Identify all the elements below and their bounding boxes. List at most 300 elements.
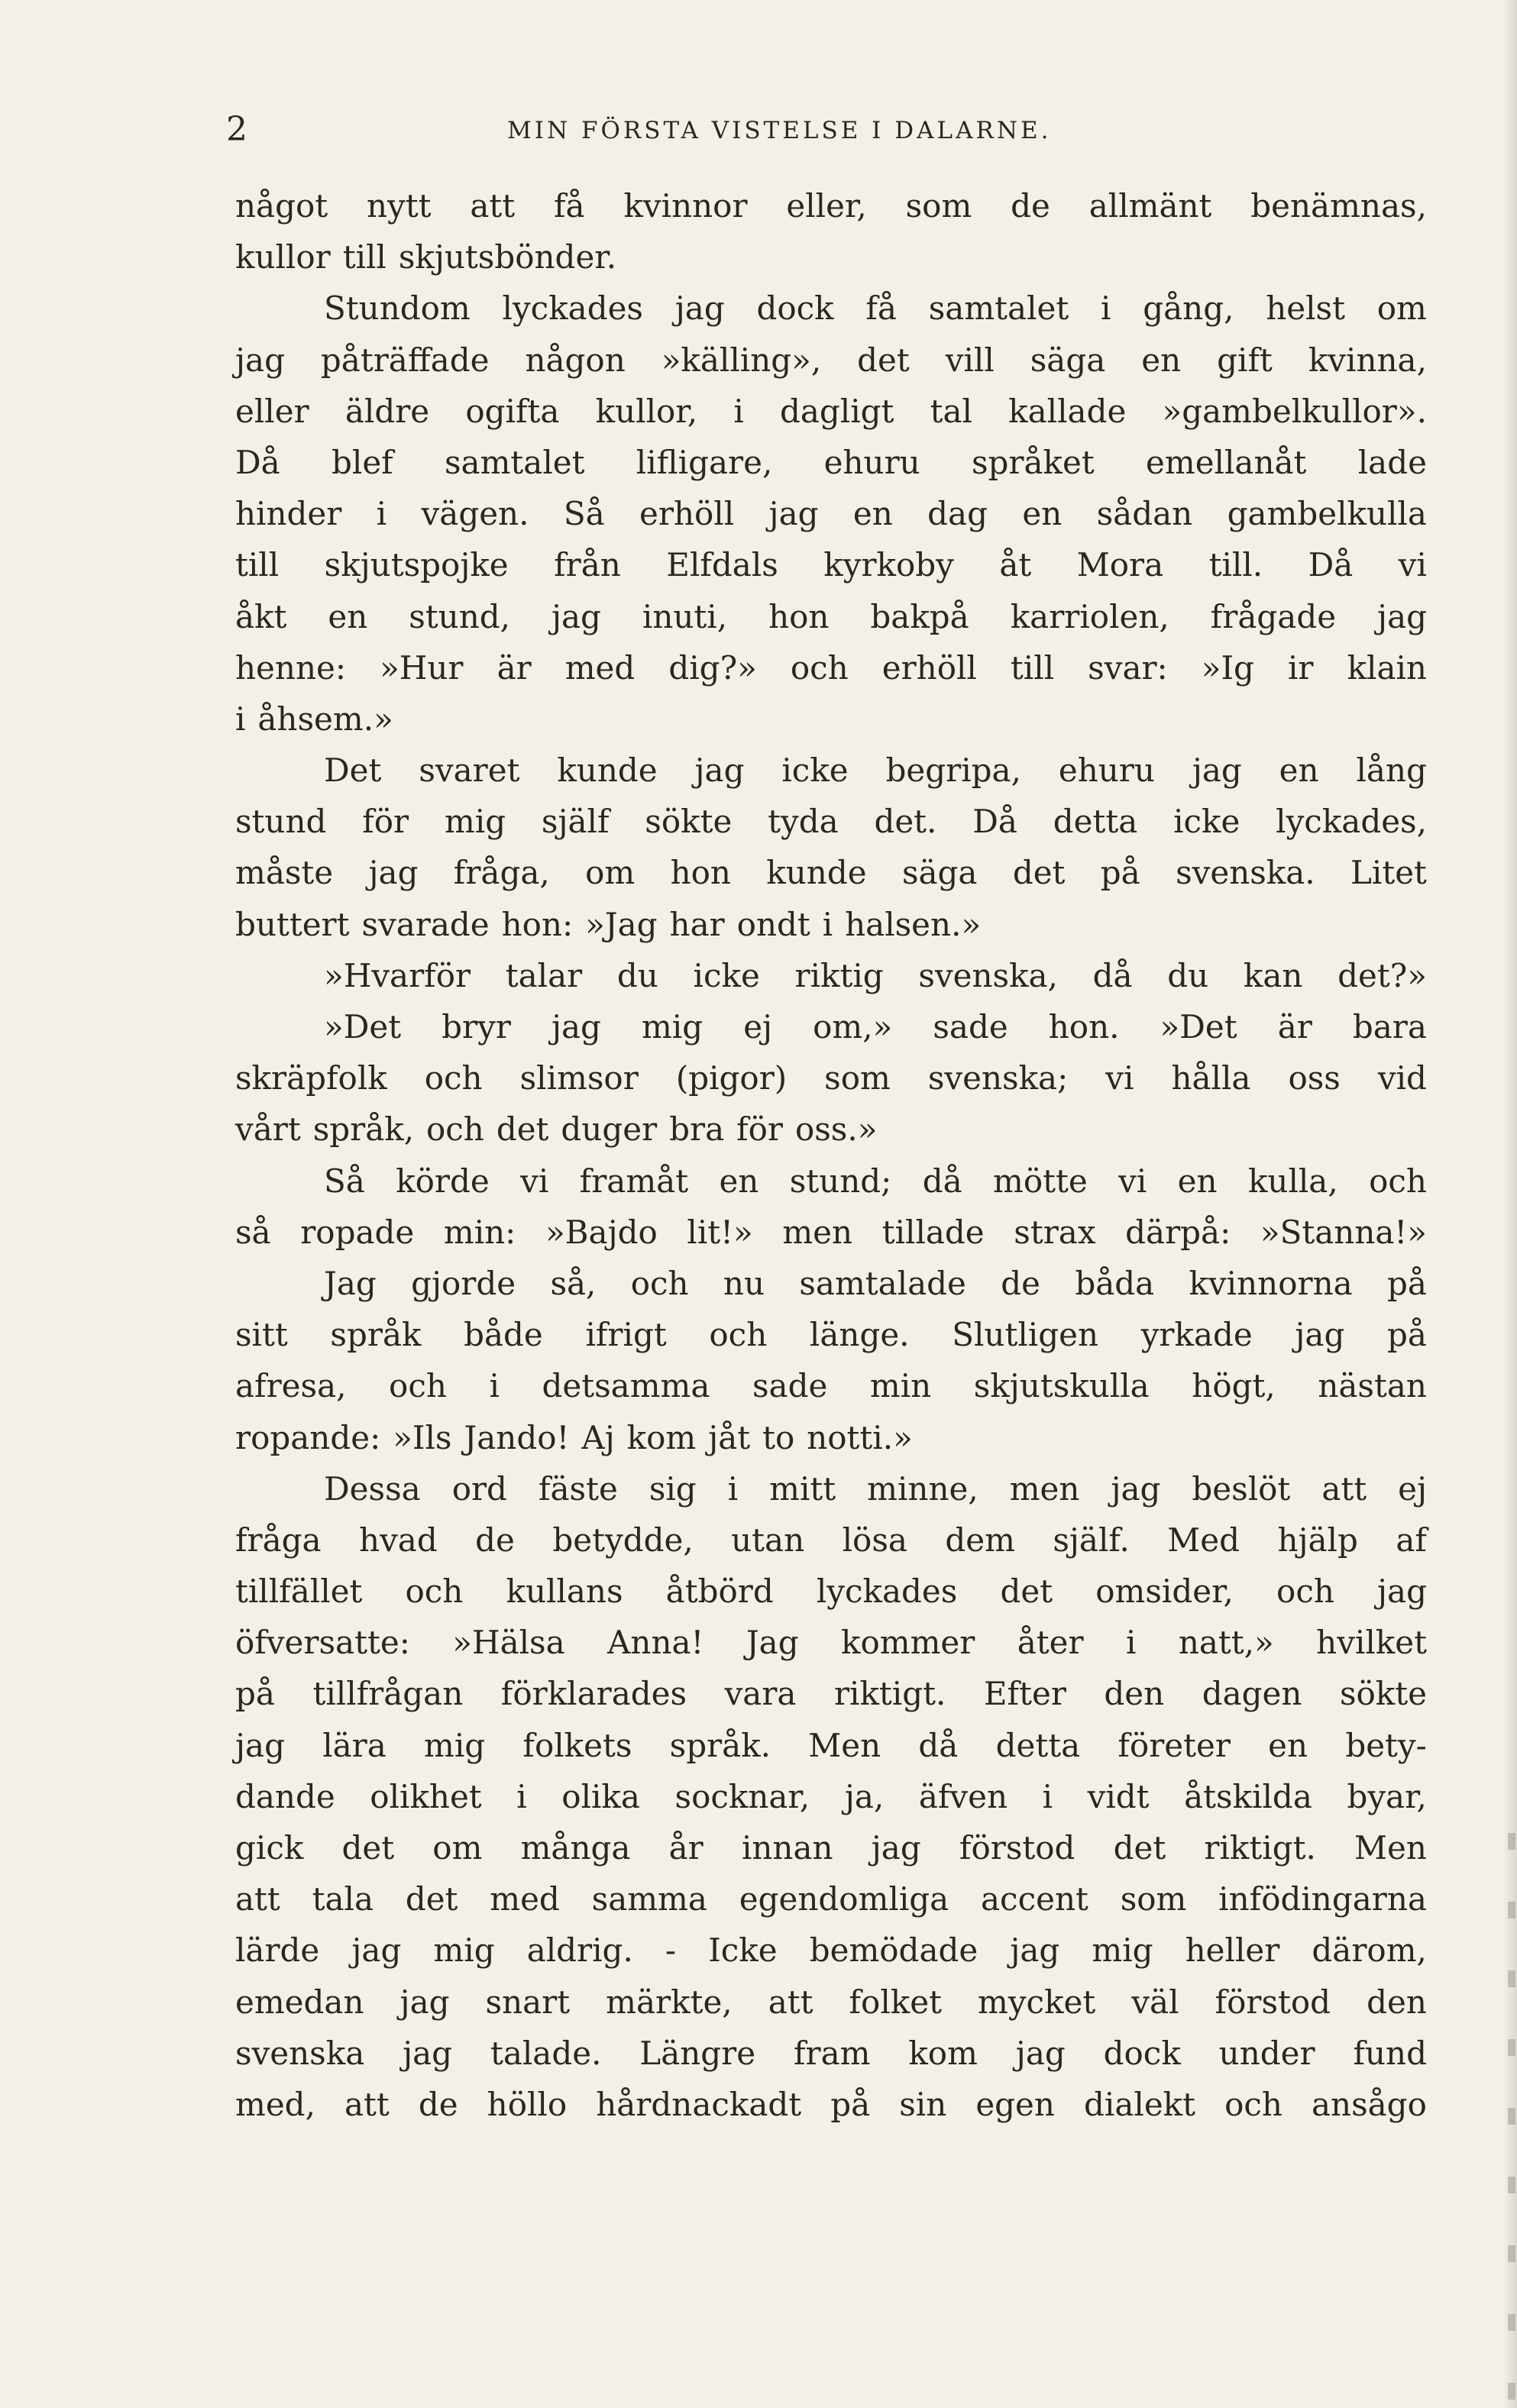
word: mitt (769, 1469, 836, 1508)
word: för (736, 1110, 783, 1149)
text-line (235, 1566, 1427, 1617)
word: dig?» (668, 648, 757, 687)
text-line (235, 1668, 1427, 1719)
word: en (852, 495, 893, 533)
word: af (1396, 1521, 1427, 1559)
word: jag (551, 597, 601, 635)
word: måste (235, 854, 334, 892)
text-line (235, 283, 1427, 334)
word: stund; (789, 1162, 892, 1200)
word: som (905, 187, 972, 225)
word: sade (933, 1008, 1008, 1046)
word: vara (724, 1675, 797, 1713)
word: kom (908, 2034, 978, 2072)
word: Med (1167, 1521, 1240, 1559)
word: buttert (235, 905, 350, 943)
word: gjorde (411, 1264, 516, 1302)
word: vidt (1087, 1777, 1150, 1815)
word: det (1113, 1829, 1166, 1867)
word: hon: (501, 905, 574, 943)
word: kullor, (595, 392, 698, 430)
word: ord (451, 1469, 507, 1508)
word: det (496, 1110, 549, 1149)
word: då (1092, 956, 1133, 994)
word: notti.» (807, 1418, 913, 1456)
word: ifrigt (585, 1316, 667, 1354)
word: åt (999, 546, 1032, 584)
word: hvad (359, 1521, 438, 1559)
word: de (1011, 187, 1050, 225)
word: jag (235, 1726, 285, 1764)
word: jag (551, 1008, 601, 1046)
word: körde (396, 1162, 490, 1200)
word: blef (332, 443, 393, 481)
word: »Det (324, 1008, 402, 1046)
word: Då (235, 443, 280, 481)
word: och (405, 1572, 464, 1611)
word: svenska. (1176, 854, 1315, 892)
word: Dessa (324, 1469, 421, 1508)
text-line (235, 1258, 1427, 1309)
word: oss (1288, 1059, 1341, 1097)
word: högt, (1192, 1367, 1276, 1405)
word: eller, (786, 187, 867, 225)
word: icke (1173, 803, 1240, 841)
word: märkte, (606, 1983, 733, 2021)
word: aldrig. (526, 1931, 633, 1970)
word: gång, (1143, 289, 1234, 328)
text-line (235, 642, 1427, 693)
word: dagen (1202, 1675, 1302, 1713)
word: »Hälsa (452, 1624, 565, 1662)
text-line (235, 335, 1427, 386)
word: ja, (844, 1777, 885, 1815)
word: hjälp (1277, 1521, 1358, 1559)
text-line (235, 1617, 1427, 1668)
word: i (489, 1367, 500, 1405)
word: har (669, 905, 725, 943)
word: nytt (366, 187, 432, 225)
word: förklarades (500, 1675, 687, 1713)
word: sådan (1096, 495, 1193, 533)
word: betydde, (552, 1521, 694, 1559)
word: tillfrågan (312, 1675, 464, 1713)
word: då (918, 1726, 959, 1764)
word: mig (444, 803, 506, 841)
word: svenska; (927, 1059, 1069, 1097)
text-line (235, 2079, 1427, 2130)
word: till. (1208, 546, 1263, 584)
word: en (1141, 341, 1182, 379)
word: dande (235, 1777, 335, 1815)
word: tal (930, 392, 972, 430)
word: dialekt (1084, 2085, 1196, 2123)
word: Elfdals (666, 546, 778, 584)
word: eller (235, 392, 309, 430)
word: men (1009, 1469, 1080, 1508)
word: vårt (235, 1110, 301, 1149)
word: tillfället (235, 1572, 363, 1611)
word: fråga, (453, 854, 550, 892)
word: en (1022, 495, 1063, 533)
word: jag (399, 1983, 450, 2021)
word: Då (1308, 546, 1354, 584)
text-line (235, 1309, 1427, 1360)
word: hinder (235, 495, 342, 533)
word: kyrkoby (823, 546, 954, 584)
word: jag (351, 1931, 402, 1970)
word: det. (874, 803, 937, 841)
text-line (235, 386, 1427, 437)
text-line (235, 1360, 1427, 1411)
text-line (235, 1207, 1427, 1258)
word: och (1369, 1162, 1427, 1200)
word: bryr (442, 1008, 511, 1046)
word: bra (669, 1110, 725, 1149)
word: språk, (312, 1110, 415, 1149)
word: »Det (1160, 1008, 1237, 1046)
word: år (668, 1829, 704, 1867)
text-line (235, 899, 1427, 950)
body-text (235, 180, 1427, 2130)
word: vägen. (421, 495, 529, 533)
word: natt,» (1178, 1624, 1274, 1662)
word: i (727, 1469, 739, 1508)
word: till (235, 546, 280, 584)
word: oss.» (794, 1110, 878, 1149)
word: Längre (639, 2034, 756, 2072)
text-line (235, 796, 1427, 847)
text-line (235, 231, 1427, 283)
word: benämnas, (1250, 187, 1427, 225)
word: något (235, 187, 328, 225)
word: riktigt. (1204, 1829, 1316, 1867)
word: Icke (708, 1931, 778, 1970)
word: Så (324, 1162, 365, 1200)
word: emellanåt (1146, 443, 1307, 481)
word: en (1268, 1726, 1308, 1764)
word: dem (945, 1521, 1015, 1559)
word: fram (793, 2034, 871, 2072)
word: tala (312, 1880, 374, 1918)
word: fråga (235, 1521, 322, 1559)
word: så, (550, 1264, 597, 1302)
text-line (235, 745, 1427, 796)
word: nästan (1318, 1367, 1427, 1405)
word: företer (1118, 1726, 1231, 1764)
word: mig (1092, 1931, 1153, 1970)
word: då (922, 1162, 962, 1200)
word: tillade (881, 1213, 985, 1251)
word: och (1224, 2085, 1282, 2123)
word: begripa, (885, 751, 1021, 790)
word: påträffade (320, 341, 490, 379)
word: to (762, 1418, 795, 1456)
word: du (1167, 956, 1209, 994)
text-line (235, 1925, 1427, 1976)
text-line (235, 1463, 1427, 1514)
word: och (790, 648, 849, 687)
text-line (235, 1720, 1427, 1771)
word: dag (927, 495, 988, 533)
text-line (235, 1514, 1427, 1566)
word: ondt (736, 905, 810, 943)
text-line (235, 437, 1427, 488)
word: ej (743, 1008, 773, 1046)
word: därpå: (1125, 1213, 1231, 1251)
word: sitt (235, 1316, 288, 1354)
page-edge-marks (1508, 1833, 1515, 2406)
word: olika (561, 1777, 640, 1815)
word: jag (1192, 751, 1242, 790)
word: med (564, 648, 636, 687)
text-line (235, 1771, 1427, 1822)
word: gambelkulla (1227, 495, 1427, 533)
word: icke (693, 956, 760, 994)
word: Jag (324, 1264, 377, 1302)
word: stund (235, 803, 327, 841)
word: den (1367, 1983, 1427, 2021)
word: åhsem.» (257, 700, 393, 738)
word: på (1100, 854, 1140, 892)
word: och (709, 1316, 768, 1354)
word: Slutligen (952, 1316, 1099, 1354)
word: erhöll (639, 495, 735, 533)
word: sökte (645, 803, 733, 841)
word: frågade (1210, 597, 1337, 635)
text-line (235, 1156, 1427, 1207)
word: vi (520, 1162, 549, 1200)
text-line (235, 488, 1427, 539)
word: hårdnackadt (596, 2085, 802, 2123)
word: egen (975, 2085, 1055, 2123)
word: »Ils (393, 1418, 452, 1456)
word: inuti, (642, 597, 728, 635)
word: språket (971, 443, 1095, 481)
text-line (235, 1873, 1427, 1925)
word: jag (871, 1829, 921, 1867)
word: kan (1243, 956, 1303, 994)
word: jag (694, 751, 745, 790)
word: dock (756, 289, 834, 328)
word: därom, (1312, 1931, 1427, 1970)
word: i (1042, 1777, 1053, 1815)
word: ehuru (1058, 751, 1155, 790)
word: att (344, 2085, 390, 2123)
word: talar (505, 956, 583, 994)
word: jag (1015, 2034, 1066, 2072)
word: mig (433, 1931, 495, 1970)
word: du (616, 956, 658, 994)
word: mig (641, 1008, 704, 1046)
word: kvinnorna (1189, 1264, 1353, 1302)
word: så (235, 1213, 271, 1251)
word: samtalade (799, 1264, 966, 1302)
word: nu (723, 1264, 765, 1302)
word: helst (1266, 289, 1345, 328)
word: »gambelkullor». (1162, 392, 1427, 430)
running-title: MIN FÖRSTA VISTELSE I DALARNE. (507, 117, 1052, 144)
word: heller (1185, 1931, 1280, 1970)
word: egendomliga (739, 1880, 949, 1918)
word: ogifta (465, 392, 560, 430)
word: de (1001, 1264, 1040, 1302)
word: »Hur (380, 648, 464, 687)
text-line (235, 1412, 1427, 1463)
word: »Bajdo (545, 1213, 658, 1251)
word: (pigor) (675, 1059, 788, 1097)
word: Så (563, 495, 605, 533)
word: jag (1295, 1316, 1345, 1354)
word: att (1321, 1469, 1367, 1508)
word: skjutsbönder. (398, 238, 617, 276)
word: lösa (842, 1521, 907, 1559)
word: och (389, 1367, 447, 1405)
word: jag (1377, 1572, 1427, 1611)
word: detsamma (542, 1367, 710, 1405)
word: jag (1111, 1469, 1161, 1508)
word: minne, (867, 1469, 978, 1508)
word: utan (731, 1521, 805, 1559)
word: fund (1353, 2034, 1427, 2072)
word: från (554, 546, 621, 584)
word: få (554, 187, 585, 225)
word: jåt (708, 1418, 751, 1456)
word: det (1000, 1572, 1053, 1611)
word: i (1101, 289, 1111, 328)
word: lära (322, 1726, 387, 1764)
word: jag (1377, 597, 1427, 635)
word: kullor (235, 238, 331, 276)
word: bety- (1345, 1726, 1427, 1764)
word: till (342, 238, 387, 276)
word: på (1387, 1264, 1427, 1302)
word: Efter (983, 1675, 1066, 1713)
word: dagligt (779, 392, 894, 430)
word: Aj (581, 1418, 615, 1456)
word: folket (849, 1983, 942, 2021)
word: den (1104, 1675, 1165, 1713)
word: skräpfolk (235, 1059, 387, 1097)
word: stund, (409, 597, 510, 635)
word: är (1277, 1008, 1312, 1046)
word: socknar, (674, 1777, 810, 1815)
word: samma (591, 1880, 707, 1918)
word: på (1387, 1316, 1427, 1354)
word: ej (1398, 1469, 1427, 1508)
word: »Stanna!» (1260, 1213, 1427, 1251)
word: lit!» (687, 1213, 753, 1251)
word: förstod (959, 1829, 1075, 1867)
word: svenska, (918, 956, 1058, 994)
word: lång (1356, 751, 1427, 790)
word: någon (525, 341, 626, 379)
word: Litet (1350, 854, 1427, 892)
word: de (418, 2085, 458, 2123)
word: kallade (1008, 392, 1127, 430)
word: karriolen, (1010, 597, 1169, 635)
word: »Ig (1201, 648, 1254, 687)
word: hon (768, 597, 830, 635)
word: språk. (669, 1726, 771, 1764)
word: jag (368, 854, 419, 892)
word: allmänt (1088, 187, 1212, 225)
word: att (470, 187, 516, 225)
word: i (1126, 1624, 1137, 1662)
word: lade (1357, 443, 1427, 481)
text-line (235, 1052, 1427, 1104)
word: på (235, 1675, 275, 1713)
word: båda (1075, 1264, 1155, 1302)
word: innan (741, 1829, 833, 1867)
word: beslöt (1192, 1469, 1291, 1508)
word: kullans (506, 1572, 623, 1611)
word: Men (1354, 1829, 1427, 1867)
text-line (235, 591, 1427, 642)
word: och (426, 1110, 484, 1149)
word: att (768, 1983, 813, 2021)
word: min: (443, 1213, 516, 1251)
word: det (857, 341, 910, 379)
word: språk (330, 1316, 422, 1354)
word: sökte (1339, 1675, 1427, 1713)
word: men (782, 1213, 853, 1251)
text-line (235, 1104, 1427, 1155)
word: kvinnor (623, 187, 748, 225)
word: mötte (993, 1162, 1088, 1200)
word: vill (945, 341, 995, 379)
word: förstod (1215, 1983, 1331, 2021)
text-line (235, 180, 1427, 231)
word: vi (1398, 546, 1427, 584)
word: dock (1103, 2034, 1181, 2072)
word: med (490, 1880, 560, 1918)
word: Jag (746, 1624, 799, 1662)
word: för (362, 803, 409, 841)
word: Det (324, 751, 382, 790)
word: framåt (579, 1162, 689, 1200)
word: halsen.» (845, 905, 982, 943)
word: höllo (487, 2085, 568, 2123)
word: att (235, 1880, 280, 1918)
word: lifligare, (636, 443, 773, 481)
word: i (235, 700, 246, 738)
word: - (665, 1931, 677, 1970)
word: är (497, 648, 532, 687)
word: skjutskulla (973, 1367, 1150, 1405)
word: lärde (235, 1931, 320, 1970)
word: jag (674, 289, 725, 328)
word: själf. (1053, 1521, 1130, 1559)
word: vi (1118, 1162, 1147, 1200)
word: under (1218, 2034, 1315, 2072)
word: kvinna, (1308, 341, 1427, 379)
word: säga (1030, 341, 1106, 379)
word: med, (235, 2085, 315, 2123)
word: bemödade (809, 1931, 978, 1970)
word: ansågo (1312, 2085, 1427, 2123)
word: talade. (490, 2034, 602, 2072)
text-line (235, 1976, 1427, 2028)
word: svar: (1088, 648, 1168, 687)
word: svarade (361, 905, 490, 943)
word: sin (899, 2085, 947, 2123)
word: de (475, 1521, 515, 1559)
word: hålla (1171, 1059, 1251, 1097)
word: som (1120, 1880, 1187, 1918)
word: svenska (235, 2034, 365, 2072)
word: det (405, 1880, 458, 1918)
